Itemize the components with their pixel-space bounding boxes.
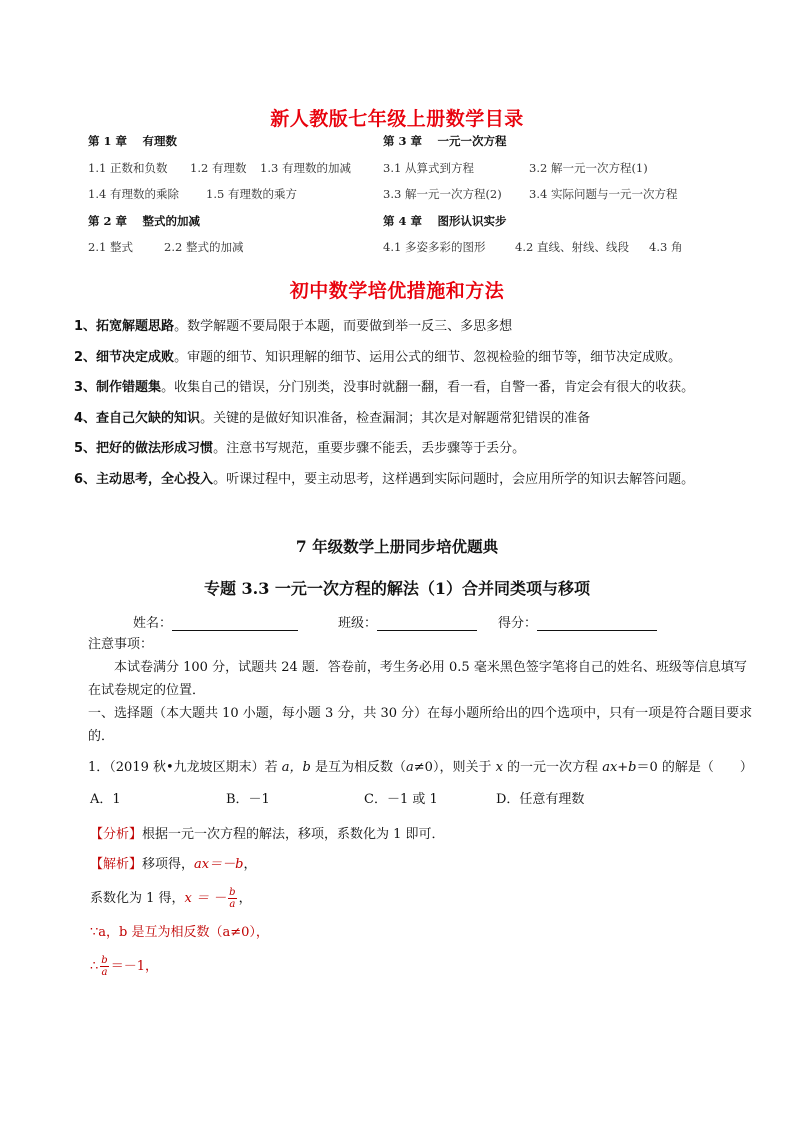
toc-row: [383, 234, 682, 261]
toc-entry: 3.3 解一元一次方程(2): [383, 187, 502, 201]
toc-entry: 3.1 从算式到方程: [383, 160, 474, 175]
book-title: 7 年级数学上册同步培优题典: [295, 537, 499, 556]
toc-row: [383, 181, 682, 208]
fraction-denominator: a: [229, 899, 236, 910]
question-1-options: [90, 788, 750, 811]
solution-line: [90, 952, 750, 982]
tip-item: [74, 465, 754, 496]
solution-line: [90, 850, 750, 880]
solution-label: 【解析】: [90, 857, 143, 872]
analysis-block: [90, 820, 750, 982]
class-blank[interactable]: [377, 616, 477, 631]
toc-chapter-heading: [383, 128, 682, 155]
score-blank[interactable]: [537, 616, 657, 631]
fraction-b-over-a: [228, 887, 236, 910]
tip-text: 。注意书写规范，重要步骤不能丢，丢步骤等于丢分。: [213, 441, 526, 456]
toc-entry: 1.3 有理数的加减: [260, 160, 351, 175]
toc-title: 新人教版七年级上册数学目录: [270, 108, 524, 130]
toc-entry: 4.3 角: [649, 240, 683, 254]
score-field[interactable]: [498, 612, 657, 631]
name-label: 姓名：: [133, 616, 173, 631]
toc-entry: 第 4 章 图形认识实步: [383, 213, 507, 228]
solution-line: [90, 918, 750, 948]
toc-entry: 4.2 直线、射线、线段: [515, 240, 629, 254]
option-a[interactable]: A．1: [90, 792, 121, 807]
option-d[interactable]: D．任意有理数: [496, 792, 585, 807]
tip-item: [74, 343, 754, 374]
notice-text: 本试卷满分 100 分，试题共 24 题．答卷前，考生务必用 0.5 毫米黑色签字笔将自己的姓名、班级等信息填写在试卷规定的位置．: [88, 660, 747, 698]
toc-entry: 1.5 有理数的乘方: [206, 187, 297, 201]
question-1: [88, 756, 758, 779]
tip-number: 1、: [74, 319, 97, 334]
tip-number: 2、: [74, 349, 97, 365]
toc-entry: 1.4 有理数的乘除: [88, 187, 179, 201]
solution-text: 系数化为 1 得，: [90, 891, 185, 906]
tip-keyword: 制作错题集: [96, 380, 162, 395]
tip-keyword: 查自己欠缺的知识: [96, 410, 201, 426]
solution-line: [90, 884, 750, 914]
question-stem: ＝0 的解是（ ）: [636, 760, 753, 775]
question-equation: ax+b: [602, 760, 637, 775]
tip-keyword: 把好的做法形成习惯: [96, 441, 214, 456]
toc-left-column: [88, 128, 351, 261]
toc-entry: 1.1 正数和负数: [88, 160, 168, 175]
solution-equation: ax＝－b: [194, 857, 244, 872]
tip-keyword: 拓宽解题思路: [96, 319, 175, 334]
toc-chapter-heading: [88, 128, 351, 155]
fraction-b-over-a: [100, 955, 108, 978]
toc-entry: 第 1 章 有理数: [88, 134, 178, 148]
tip-keyword: 主动思考，全心投入: [96, 471, 214, 487]
toc-row: [88, 181, 351, 208]
toc-entry: 第 2 章 整式的加减: [88, 213, 201, 228]
solution-text: ∵a，b 是互为相反数（a≠0），: [90, 925, 269, 940]
solution-text: ∴: [90, 959, 99, 974]
option-c[interactable]: C．－1 或 1: [364, 792, 438, 807]
toc-right-column: [383, 128, 682, 261]
tip-number: 6、: [74, 471, 97, 487]
tips-list: [74, 312, 754, 495]
question-variable: a: [406, 760, 414, 775]
option-b[interactable]: B．－1: [226, 792, 270, 807]
notice-block: [88, 633, 754, 748]
tip-keyword: 细节决定成败: [96, 349, 175, 365]
class-field[interactable]: [338, 612, 477, 631]
tip-item: [74, 434, 754, 465]
tip-text: 。数学解题不要局限于本题，而要做到举一反三、多思多想: [174, 319, 513, 334]
tip-item: [74, 404, 754, 435]
toc-entry: 3.4 实际问题与一元一次方程: [529, 187, 678, 201]
methods-title: 初中数学培优措施和方法: [289, 280, 505, 302]
topic-title: 专题 3.3 一元一次方程的解法（1）合并同类项与移项: [203, 579, 591, 598]
question-variable: x: [495, 760, 503, 775]
name-blank[interactable]: [172, 616, 298, 631]
tip-number: 3、: [74, 380, 97, 395]
question-variable: a，b: [281, 760, 311, 775]
solution-text: ，: [238, 891, 252, 906]
class-label: 班级：: [338, 616, 378, 631]
question-stem: ≠0），则关于: [413, 760, 496, 775]
solution-text: ＝－1，: [110, 959, 158, 974]
toc-row: [383, 155, 682, 182]
fraction-numerator: b: [101, 955, 108, 966]
toc-chapter-heading: [88, 208, 351, 235]
tip-text: 。收集自己的错误，分门别类，没事时就翻一翻，看一看，自警一番，肯定会有很大的收获。: [161, 380, 695, 395]
score-label: 得分：: [498, 616, 538, 631]
notice-label: 注意事项：: [88, 637, 154, 652]
section-title: 一、选择题（本大题共 10 小题，每小题 3 分，共 30 分）在每小题所给出的四个选项中，只有一项是符合题目要求的．: [88, 706, 753, 744]
solution-text: 移项得，: [142, 857, 195, 872]
solution-equation: x ＝ －: [184, 891, 227, 906]
tip-text: 。听课过程中，要主动思考，这样遇到实际问题时，会应用所学的知识去解答问题。: [213, 471, 695, 487]
toc-entry: 4.1 多姿多彩的图形: [383, 240, 486, 254]
toc-row: [88, 234, 351, 261]
toc-entry: 1.2 有理数: [190, 160, 247, 175]
name-field[interactable]: [133, 612, 298, 631]
tip-number: 4、: [74, 410, 97, 426]
fraction-denominator: a: [101, 967, 108, 978]
question-stem: 1．（2019 秋•九龙坡区期末）若: [88, 760, 282, 775]
toc-entry: 3.2 解一元一次方程(1): [529, 160, 648, 175]
toc-entry: 2.1 整式: [88, 240, 133, 254]
analysis-label: 【分析】: [90, 827, 143, 842]
analysis-text: 根据一元一次方程的解法，移项，系数化为 1 即可．: [142, 827, 445, 842]
tip-item: [74, 312, 754, 343]
question-stem: 的一元一次方程: [502, 760, 603, 775]
toc-entry: 第 3 章 一元一次方程: [383, 134, 507, 148]
tip-item: [74, 373, 754, 404]
solution-text: ，: [243, 857, 257, 872]
fraction-numerator: b: [229, 887, 236, 898]
toc-chapter-heading: [383, 208, 682, 235]
tip-number: 5、: [74, 441, 97, 456]
tip-text: 。审题的细节、知识理解的细节、运用公式的细节、忽视检验的细节等，细节决定成败。: [174, 349, 682, 365]
analysis-line: [90, 820, 750, 850]
question-stem: 是互为相反数（: [310, 760, 407, 775]
tip-text: 。关键的是做好知识准备，检查漏洞；其次是对解题常犯错误的准备: [200, 410, 591, 426]
toc-entry: 2.2 整式的加减: [164, 240, 244, 254]
toc-row: [88, 155, 351, 182]
